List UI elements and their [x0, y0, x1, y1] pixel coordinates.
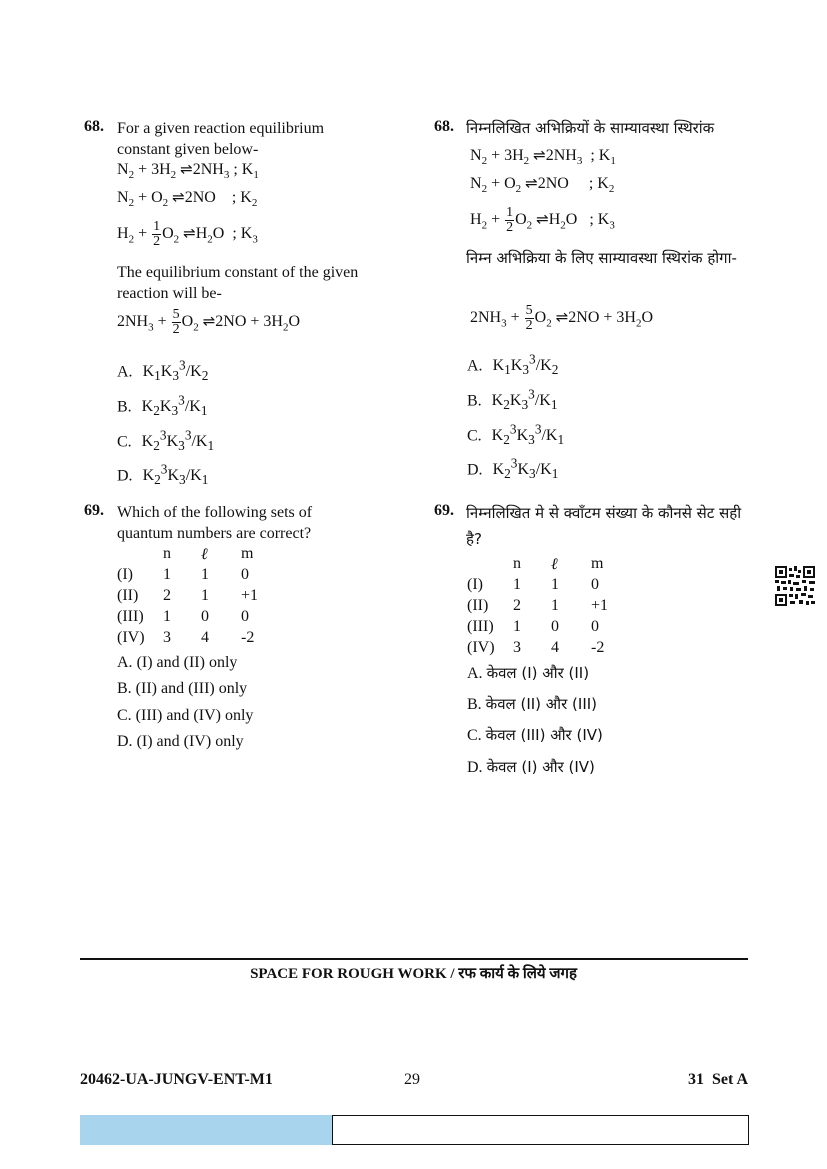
page-number: 29: [404, 1071, 420, 1088]
question-number: 68.: [84, 118, 104, 135]
question-intro: निम्नलिखित अभिक्रियों के साम्यावस्था स्थिरांक: [466, 119, 715, 137]
option-d[interactable]: D. $K_2^3K_3/K_1$: [117, 462, 209, 488]
header-m: m: [241, 544, 254, 562]
question-number: 69.: [84, 502, 104, 519]
question-number: 69.: [434, 502, 454, 519]
equation-1: $N_2 + 3H_2$ $\rightleftharpoons 2NH_3$ ; $K_1$: [117, 160, 259, 182]
option-b[interactable]: B. केवल (II) और (III): [467, 695, 598, 713]
target-reaction: $2NH_3$ + $\frac{5}{2}$ $O_2$ ⇌2NO + $3H_2O$: [470, 303, 654, 333]
table-row: (I) 1 1 0: [467, 575, 599, 593]
paper-code: 20462-UA-JUNGV-ENT-M1: [80, 1071, 273, 1088]
table-row: (I) 1 1 0: [117, 565, 249, 583]
table-row: (IV) 3 4 -2: [117, 628, 255, 646]
option-a[interactable]: A. $K_1K_3^3/K_2$: [467, 352, 559, 378]
table-row: (II) 2 1 +1: [467, 596, 609, 614]
footer-box: [332, 1115, 749, 1145]
option-b[interactable]: B. (II) and (III) only: [117, 680, 248, 697]
equation-3: $H_2$ + $\frac{1}{2}$ $O_2$ $\rightleftharpoons H_2O$ ; $K_3$: [117, 219, 258, 249]
option-d[interactable]: D. केवल (I) और (IV): [467, 758, 595, 776]
header-m: m: [591, 554, 604, 572]
equation-2: $N_2 + O_2$ ⇌2NO ; $K_2$: [470, 174, 615, 196]
question-intro: निम्नलिखित मे से क्वाँटम संख्या के कौनसे सेट सही है?: [466, 504, 742, 548]
option-d[interactable]: D. $K_2^3K_3/K_1$: [467, 456, 559, 482]
option-b[interactable]: B. $K_2K_3^3/K_1$: [467, 387, 558, 413]
header-l: ℓ: [201, 543, 208, 563]
header-n: n: [513, 554, 521, 572]
question-text: The equilibrium constant of the given reaction will be-: [117, 264, 359, 302]
option-a[interactable]: A. केवल (I) और (II): [467, 664, 590, 682]
option-c[interactable]: C. $K_2^3K_3^3/K_1$: [467, 422, 565, 448]
equation-3: $H_2$ + $\frac{1}{2}$ $O_2$ $\rightleftharpoons H_2O$ ; $K_3$: [470, 205, 615, 235]
option-b[interactable]: B. $K_2K_3^3/K_1$: [117, 393, 208, 419]
quantum-table: [117, 543, 258, 648]
option-a[interactable]: A. $K_1K_3^3/K_2$: [117, 358, 209, 384]
qr-code-icon: [775, 566, 815, 606]
option-c[interactable]: C. केवल (III) और (IV): [467, 726, 603, 744]
question-text: निम्न अभिक्रिया के लिए साम्यावस्था स्थिरांक होगा-: [466, 249, 737, 267]
table-row: (II) 2 1 +1: [117, 586, 259, 604]
footer-color-bar: [80, 1115, 332, 1145]
option-c[interactable]: C. (III) and (IV) only: [117, 707, 254, 724]
divider: [80, 958, 748, 960]
option-c[interactable]: C. $K_2^3K_3^3/K_1$: [117, 428, 215, 454]
table-row: (III) 1 0 0: [467, 617, 599, 635]
rough-work-label: SPACE FOR ROUGH WORK / रफ कार्य के लिये जगह: [250, 966, 577, 982]
table-row: (III) 1 0 0: [117, 607, 249, 625]
question-intro: Which of the following sets of quantum numbers are correct?: [117, 504, 313, 542]
set-label: 31 Set A: [688, 1071, 748, 1088]
header-n: n: [163, 544, 171, 562]
option-a[interactable]: A. (I) and (II) only: [117, 654, 238, 671]
header-l: ℓ: [551, 553, 558, 573]
target-reaction: $2NH_3$ + $\frac{5}{2}$ $O_2$ ⇌2NO + $3H_2O$: [117, 307, 301, 337]
question-number: 68.: [434, 118, 454, 135]
equation-1: $N_2 + 3H_2$ $\rightleftharpoons 2NH_3$ ; $K_1$: [470, 146, 616, 168]
quantum-table: [467, 553, 608, 658]
option-d[interactable]: D. (I) and (IV) only: [117, 733, 244, 750]
question-intro: For a given reaction equilibrium constant given below-: [117, 120, 325, 158]
equation-2: $N_2 + O_2$ ⇌2NO ; $K_2$: [117, 188, 258, 210]
table-row: (IV) 3 4 -2: [467, 638, 605, 656]
